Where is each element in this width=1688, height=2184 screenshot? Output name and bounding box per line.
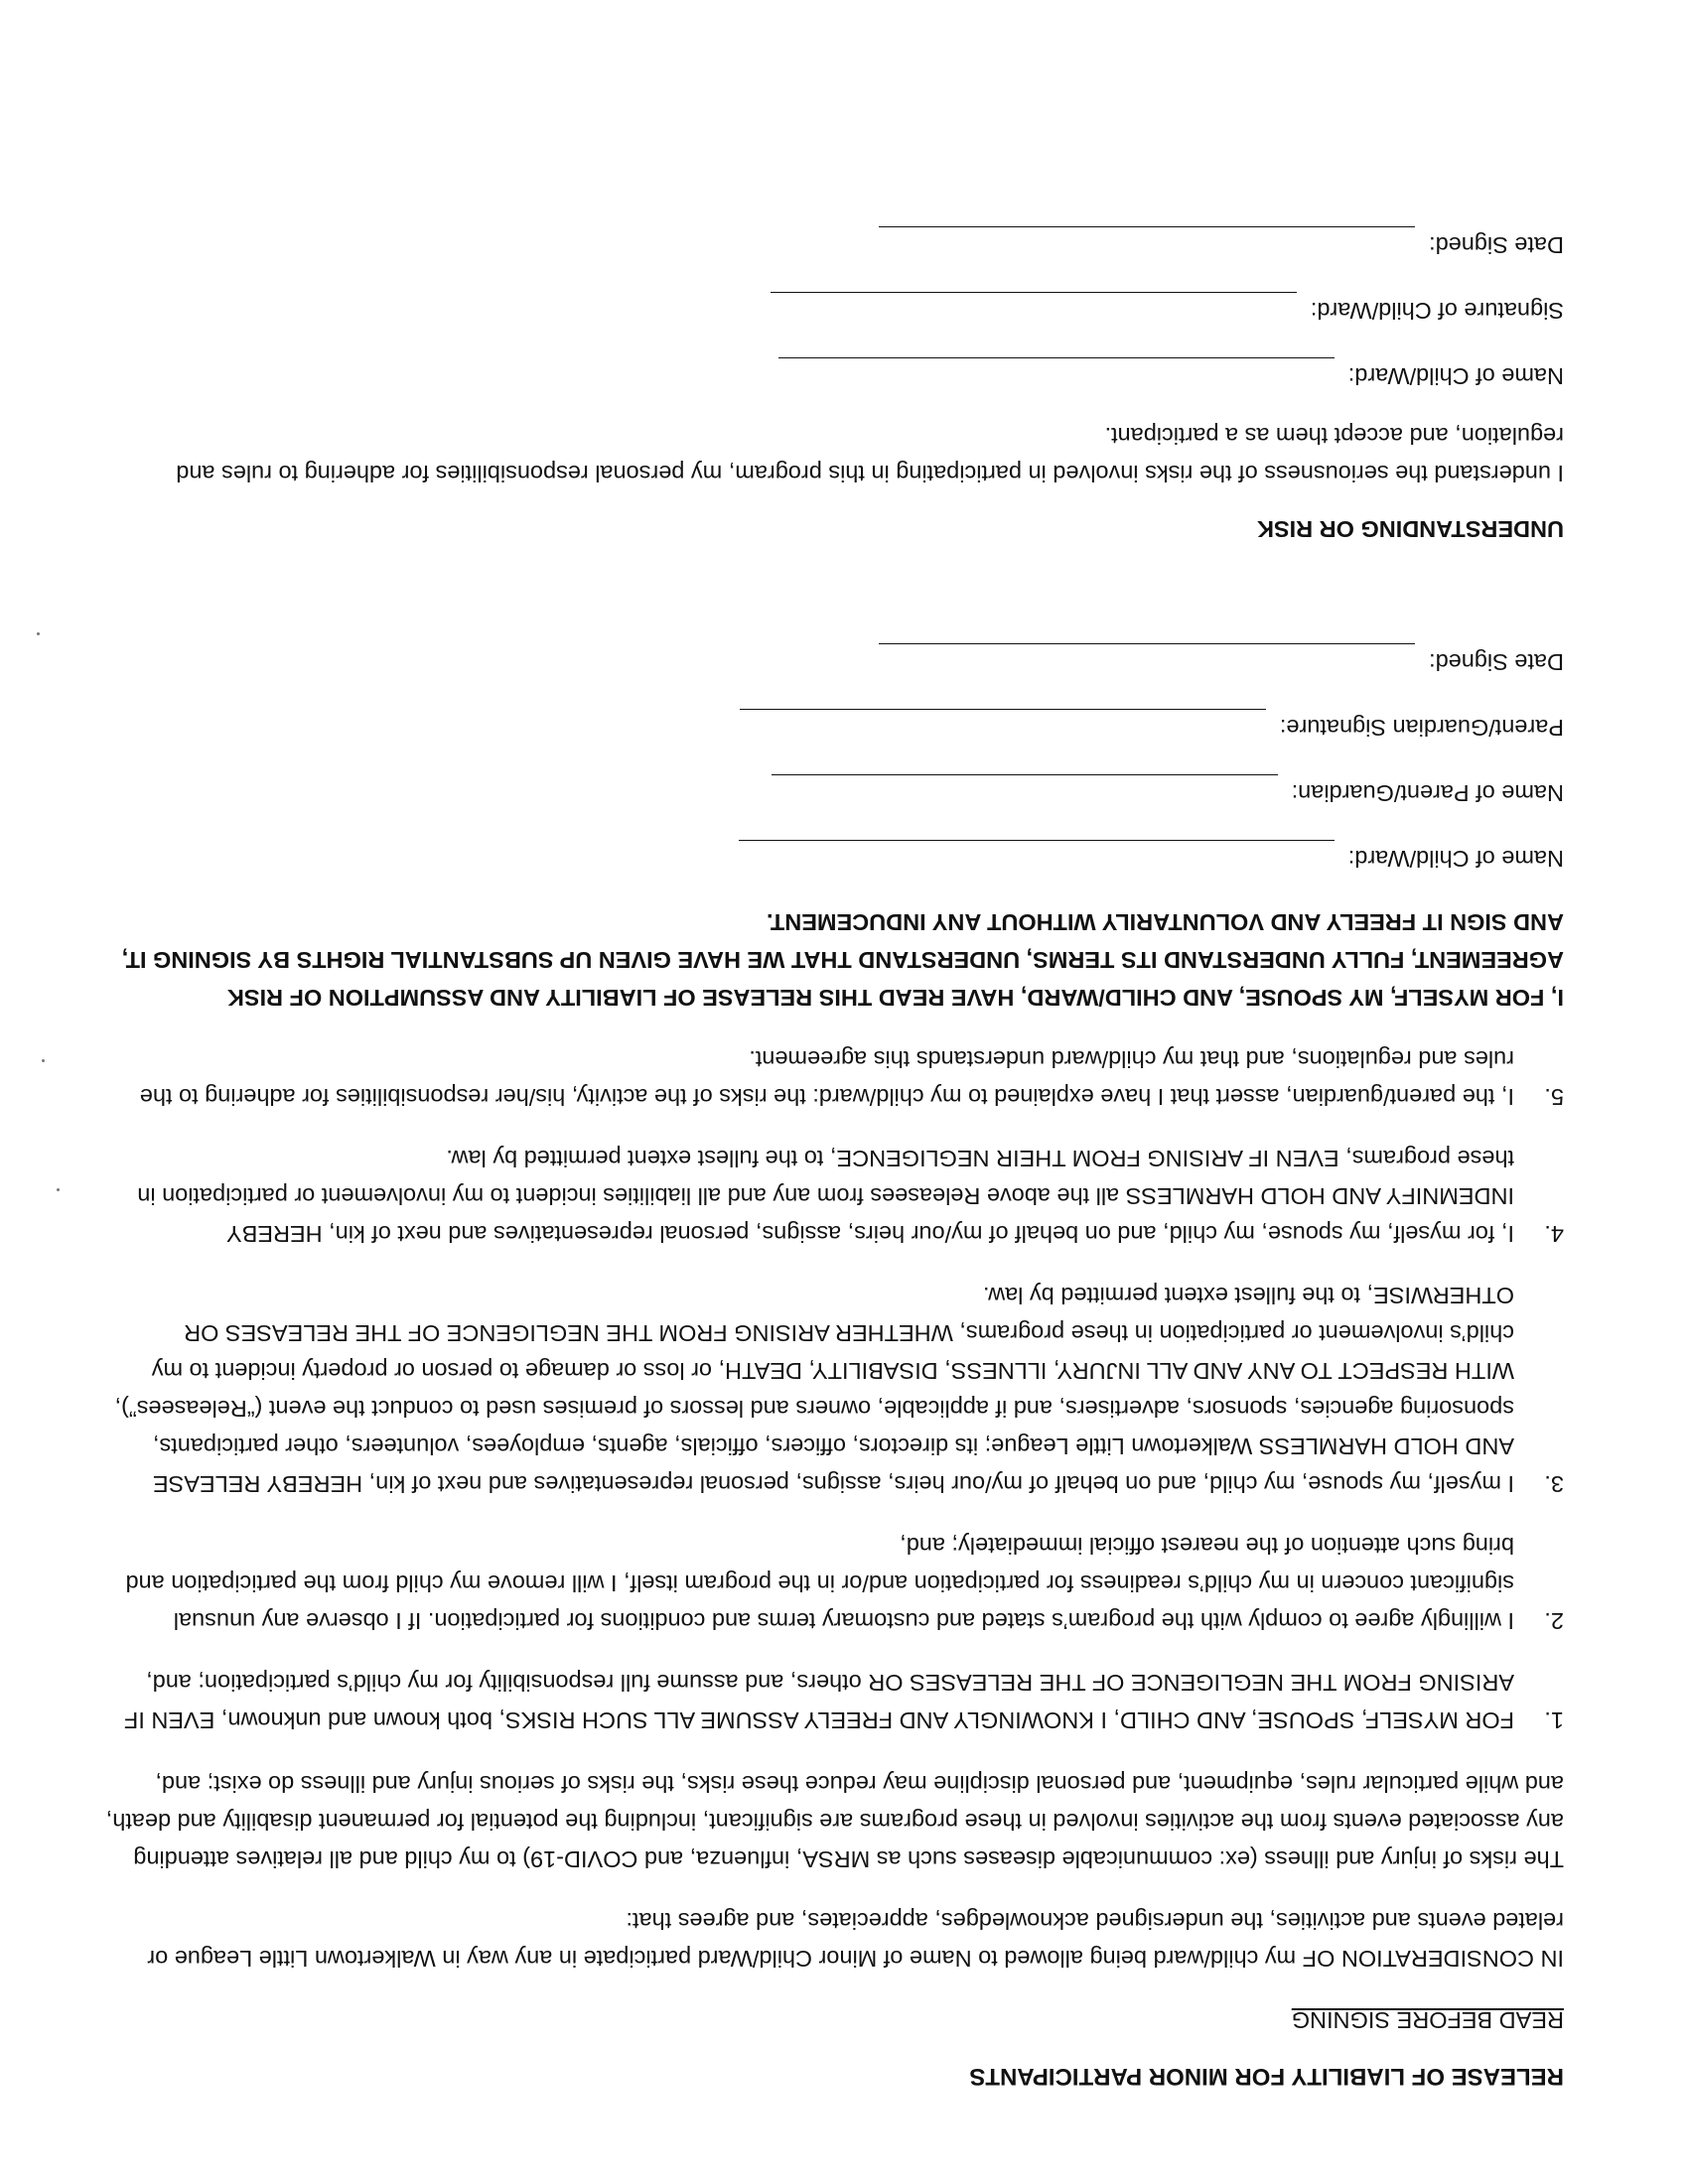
parent-name-field[interactable] xyxy=(772,774,1278,801)
list-item xyxy=(104,1527,1564,1640)
child-section-name-row xyxy=(104,357,1564,393)
document-content xyxy=(104,197,1564,2095)
child-name-label: Name of Child/Ward: xyxy=(1347,363,1564,389)
list-item xyxy=(104,1664,1564,1739)
child-signature-row xyxy=(104,292,1564,328)
date-signed-field[interactable] xyxy=(879,643,1415,670)
item-number: 2. xyxy=(1544,1608,1564,1634)
list-item xyxy=(104,1277,1564,1503)
parent-signature-field[interactable] xyxy=(740,709,1266,736)
risks-paragraph: The risks of injury and illness (ex: communicable diseases such as MRSA, influenza, and COVID-19) to my child and all relatives attending any associated events from the activities involved in these programs are significant, including the potential for permanent disability and death, and while particular rules, equipment, and personal discipline may reduce these risks, the risks of serious injury and illness do exist; and, xyxy=(105,1771,1564,1872)
child-name-label: Name of Child/Ward: xyxy=(1347,846,1564,872)
child-signature-label: Signature of Child/Ward: xyxy=(1310,298,1564,324)
document-title: RELEASE OF LIABILITY FOR MINOR PARTICIPANTS xyxy=(969,2063,1564,2090)
item-number: 3. xyxy=(1544,1471,1564,1497)
parent-signature-label: Parent/Guardian Signature: xyxy=(1279,715,1564,741)
child-name-field[interactable] xyxy=(739,840,1335,867)
list-item xyxy=(104,1040,1564,1116)
item-number: 4. xyxy=(1544,1221,1564,1247)
parent-section-child-name-row xyxy=(104,840,1564,876)
date-signed-field[interactable] xyxy=(879,226,1415,253)
list-item xyxy=(104,1140,1564,1253)
item-text: I myself, my spouse, my child, and on behalf of my/our heirs, assigns, personal representatives and next of kin, HEREBY RELEASE AND HOLD HARMLESS Walkertown Little League; its directors, officers, officials, agents, employees, volunteers, other participants, sponsoring agencies, sponsors, advertisers, and if applicable, owners and lessors of premises used to conduct the event (“Releasees”), WITH RESPECT TO ANY AND ALL INJURY, ILLNESS, DISABILITY, DEATH, or loss or damage to person or property incident to my child’s involvement or participation in these programs, WHETHER ARISING FROM THE NEGLIGENCE OF THE RELEASES OR OTHERWISE, to the fullest extent permitted by law. xyxy=(114,1283,1514,1497)
date-signed-label: Date Signed: xyxy=(1429,649,1564,675)
child-signature-field[interactable] xyxy=(771,292,1297,319)
parent-signature-row xyxy=(104,709,1564,745)
child-date-row xyxy=(104,226,1564,262)
item-text: I willingly agree to comply with the program’s stated and customary terms and conditions for participation. If I observe any unusual significant concern in my child’s readiness for participation and/or in the program itself, I will remove my child from the participation and bring such attention of the nearest official immediately; and, xyxy=(125,1533,1514,1634)
scan-speck xyxy=(37,632,40,635)
child-name-field[interactable] xyxy=(778,357,1335,384)
intro-paragraph: IN CONSIDERATION OF my child/ward being allowed to Name of Minor Child/Ward participate in any way in Walkertown Little League or related events and activities, the undersigned acknowledges, appreciates, and agrees that: xyxy=(147,1908,1564,1972)
parent-date-row xyxy=(104,643,1564,679)
item-number: 1. xyxy=(1544,1707,1564,1733)
item-text: I, the parent/guardian, assert that I have explained to my child/ward: the risks of the activity, his/her responsibilities for adhering to the rules and regulations, and that my child/ward understands this agreement. xyxy=(139,1046,1514,1110)
parent-name-row xyxy=(104,774,1564,810)
item-number: 5. xyxy=(1544,1084,1564,1110)
scan-speck xyxy=(42,1059,45,1062)
parent-name-label: Name of Parent/Guardian: xyxy=(1291,780,1564,806)
understanding-paragraph: I understand the seriousness of the risks involved in participating in this program, my personal responsibilities for adhering to rules and regulation, and accept them as a participant. xyxy=(176,423,1564,486)
terms-list xyxy=(104,1040,1564,1739)
acknowledgement-statement: I, FOR MYSELF, MY SPOUSE, AND CHILD/WARD, HAVE READ THIS RELEASE OF LIABILITY AND ASSUMPTION OF RISK AGREEMENT, FULLY UNDERSTAND ITS TERMS, UNDERSTAND THAT WE HAVE GIVEN UP SUBSTANTIAL RIGHTS BY SIGNING IT, AND SIGN IT FREELY AND VOLUNTARILY WITHOUT ANY INDUCEMENT. xyxy=(121,909,1564,1011)
read-before-signing-note: READ BEFORE SIGNING xyxy=(1291,2007,1564,2033)
item-text: I, for myself, my spouse, my child, and on behalf of my/our heirs, assigns, personal representatives and next of kin, HEREBY INDEMNIFY AND HOLD HARMLESS all the above Releasees from any and all liabilities incident to my involvement or participation in these programs, EVEN IF ARISING FROM THEIR NEGLIGENCE, to the fullest extent permitted by law. xyxy=(137,1146,1514,1247)
scan-speck xyxy=(57,1188,60,1191)
date-signed-label: Date Signed: xyxy=(1429,232,1564,258)
understanding-heading: UNDERSTANDING OR RISK xyxy=(1257,516,1564,542)
item-text: FOR MYSELF, SPOUSE, AND CHILD, I KNOWINGLY AND FREELY ASSUME ALL SUCH RISKS, both known and unknown, EVEN IF ARISING FROM THE NEGLIGENCE OF THE RELEASES OR others, and assume full responsibility for my child’s participation; and, xyxy=(123,1670,1514,1733)
